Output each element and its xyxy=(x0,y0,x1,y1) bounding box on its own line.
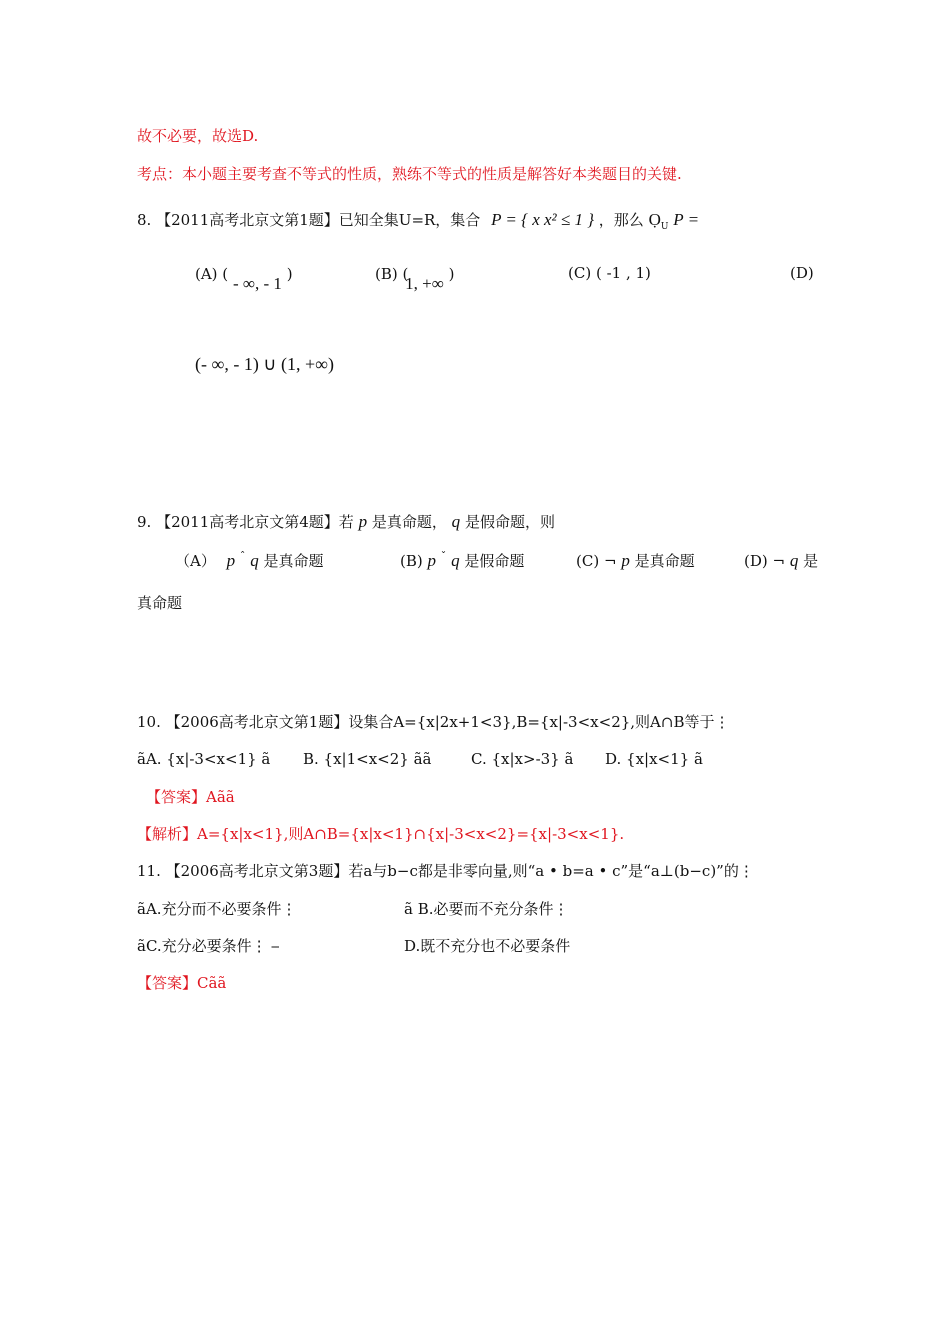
q8-option-d-value: (- ∞, - 1) ∪ (1, +∞) xyxy=(195,354,334,374)
q8-option-a-value: - ∞, - 1 xyxy=(232,274,282,293)
q9-option-b xyxy=(400,550,524,571)
q8-option-d-label: (D) xyxy=(790,264,814,282)
q9-option-a-tail: 是真命题 xyxy=(263,552,324,570)
intro-line-2: 考点：本小题主要考查不等式的性质，熟练不等式的性质是解答好本类题目的关键. xyxy=(137,165,682,183)
q10-option-c: C. {x|x>-3} ã xyxy=(471,750,574,768)
q9-q: q xyxy=(451,512,461,531)
q8-stem xyxy=(137,210,699,237)
q8-stem-text: 8. 【2011高考北京文第1题】已知全集U=R，集合 xyxy=(137,211,481,229)
q9-or-symbol: ˇ xyxy=(440,550,447,563)
q9-option-b-p: p xyxy=(427,551,437,570)
q8-set-expression: P = { x x² ≤ 1 } xyxy=(491,210,595,229)
q8-option-a-label: (A) ( xyxy=(195,265,229,283)
q10-answer: 【答案】Aãã xyxy=(146,788,235,806)
q9-stem-pre: 9. 【2011高考北京文第4题】若 xyxy=(137,513,354,531)
q9-stem-mid: 是真命题， xyxy=(371,513,447,531)
q9-and-symbol: ˆ xyxy=(239,550,246,563)
q10-option-a: ãA. {x|-3<x<1} ã xyxy=(137,750,271,768)
q9-stem-post: 是假命题，则 xyxy=(464,513,555,531)
q11-option-d: D.既不充分也不必要条件 xyxy=(404,937,571,955)
q9-option-b-tail: 是假命题 xyxy=(464,552,525,570)
q10-analysis-tag: 【解析】 xyxy=(137,825,198,843)
q10-analysis xyxy=(137,824,624,844)
q9-p: p xyxy=(358,512,368,531)
q10-stem: 10. 【2006高考北京文第1题】设集合A={x|2x+1<3},B={x|-3<x<2},则A∩B等于⋮ xyxy=(137,713,730,731)
q11-option-c xyxy=(137,935,279,956)
q9-option-a-label: （A） xyxy=(175,552,216,570)
q9-option-d-tail: 是 xyxy=(803,552,819,570)
intro-line-1: 故不必要，故选D. xyxy=(137,127,259,145)
q8-complement-tail: P = xyxy=(673,210,700,229)
q11-answer: 【答案】Cãã xyxy=(137,974,227,992)
q9-option-b-q: q xyxy=(451,551,460,570)
q9-option-d-label: (D) ¬ xyxy=(744,552,786,570)
q8-option-b-close: ) xyxy=(448,265,455,283)
q11-option-c-mark: ⎯ xyxy=(271,937,279,955)
q8-option-b-label: (B) ( xyxy=(375,265,409,283)
q9-option-c-tail: 是真命题 xyxy=(634,552,695,570)
q11-option-a: ãA.充分而不必要条件⋮ xyxy=(137,900,297,918)
q9-option-c xyxy=(576,550,695,571)
q9-option-a-q: q xyxy=(250,551,259,570)
q11-stem: 11. 【2006高考北京文第3题】若a与b−c都是非零向量,则“a • b=a • c”是“a⊥(b−c)”的⋮ xyxy=(137,862,754,880)
q8-option-b xyxy=(375,264,455,293)
q9-option-a xyxy=(175,550,323,571)
q10-option-b: B. {x|1<x<2} ãã xyxy=(303,750,432,768)
q8-option-c: (C) ( -1 , 1) xyxy=(568,264,651,282)
q9-option-d xyxy=(744,550,818,571)
q8-complement-symbol: Ọ xyxy=(648,210,661,229)
q9-stem xyxy=(137,512,555,532)
q9-option-c-p: p xyxy=(621,551,630,570)
q9-option-c-label: (C) ¬ xyxy=(576,552,617,570)
q9-option-d-wrap: 真命题 xyxy=(137,594,183,612)
q9-option-a-p: p xyxy=(226,551,236,570)
q11-option-c-text: ãC.充分必要条件⋮ xyxy=(137,937,267,955)
q8-option-a xyxy=(195,264,293,293)
q8-stem-tail: ，那么 xyxy=(598,211,644,229)
q11-option-b: ã B.必要而不充分条件⋮ xyxy=(404,900,569,918)
q10-analysis-text: A={x|x<1},则A∩B={x|x<1}∩{x|-3<x<2}={x|-3<x<1}. xyxy=(197,825,625,843)
q9-option-d-q: q xyxy=(789,551,799,570)
q8-option-b-value: 1, +∞ xyxy=(405,274,444,293)
q9-option-b-label: (B) xyxy=(400,552,423,570)
q10-option-d: D. {x|x<1} ã xyxy=(605,750,703,768)
q8-complement-subscript: U xyxy=(660,222,669,232)
q8-option-a-close: ) xyxy=(286,265,293,283)
